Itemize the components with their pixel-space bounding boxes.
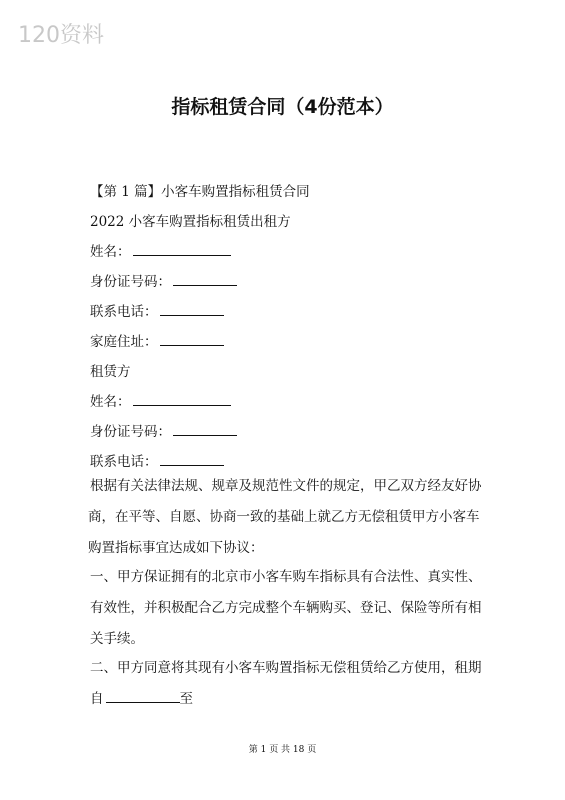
lessee-id-label: 身份证号码： bbox=[90, 424, 171, 440]
lessor-address-blank bbox=[160, 333, 224, 346]
lessor-name-label: 姓名： bbox=[90, 244, 131, 260]
lessee-heading: 租赁方 bbox=[90, 364, 131, 380]
lessor-name-blank bbox=[133, 243, 231, 256]
lessor-phone-label: 联系电话： bbox=[90, 304, 158, 320]
clause-2-suffix: 至 bbox=[179, 691, 193, 707]
intro-line: 购置指标事宜达成如下协议： bbox=[88, 540, 264, 556]
lessor-phone-blank bbox=[160, 303, 224, 316]
lessee-phone-row bbox=[90, 450, 224, 470]
lessor-address-row bbox=[90, 330, 224, 350]
lessor-id-blank bbox=[173, 273, 237, 286]
section-heading: 【第 1 篇】小客车购置指标租赁合同 bbox=[90, 184, 310, 200]
term-start-blank bbox=[106, 690, 180, 703]
lessee-name-blank bbox=[133, 393, 231, 406]
lessee-phone-label: 联系电话： bbox=[90, 454, 158, 470]
clause-1 bbox=[90, 562, 490, 655]
watermark: 120资料 bbox=[18, 23, 104, 48]
lessee-name-row bbox=[90, 390, 231, 410]
lessee-id-row bbox=[90, 420, 237, 440]
document-title: 指标租赁合同（4份范本） bbox=[171, 96, 394, 118]
page-footer: 第 1 页 共 18 页 bbox=[248, 745, 317, 755]
lessee-phone-blank bbox=[160, 453, 224, 466]
lessor-name-row bbox=[90, 240, 231, 260]
clause-2-line: 二、甲方同意将其现有小客车购置指标无偿租赁给乙方使用，租期 bbox=[90, 660, 482, 676]
lessor-id-label: 身份证号码： bbox=[90, 274, 171, 290]
lessor-phone-row bbox=[90, 300, 224, 320]
clause-2 bbox=[90, 653, 490, 715]
lessor-address-label: 家庭住址： bbox=[90, 334, 158, 350]
intro-line: 商，在平等、自愿、协商一致的基础上就乙方无偿租赁甲方小客车 bbox=[88, 509, 480, 525]
intro-paragraph bbox=[90, 471, 490, 564]
lessor-id-row bbox=[90, 270, 237, 290]
lessee-id-blank bbox=[173, 423, 237, 436]
clause-2-tail bbox=[90, 684, 490, 715]
clause-1-line: 有效性，并积极配合乙方完成整个车辆购买、登记、保险等所有相 bbox=[90, 600, 482, 616]
lessee-name-label: 姓名： bbox=[90, 394, 131, 410]
clause-1-line: 一、甲方保证拥有的北京市小客车购车指标具有合法性、真实性、 bbox=[90, 569, 482, 585]
clause-1-line: 关手续。 bbox=[90, 631, 144, 647]
lessor-heading: 2022 小客车购置指标租赁出租方 bbox=[90, 214, 291, 230]
clause-2-prefix: 自 bbox=[90, 691, 104, 707]
intro-line: 根据有关法律法规、规章及规范性文件的规定，甲乙双方经友好协 bbox=[90, 478, 482, 494]
